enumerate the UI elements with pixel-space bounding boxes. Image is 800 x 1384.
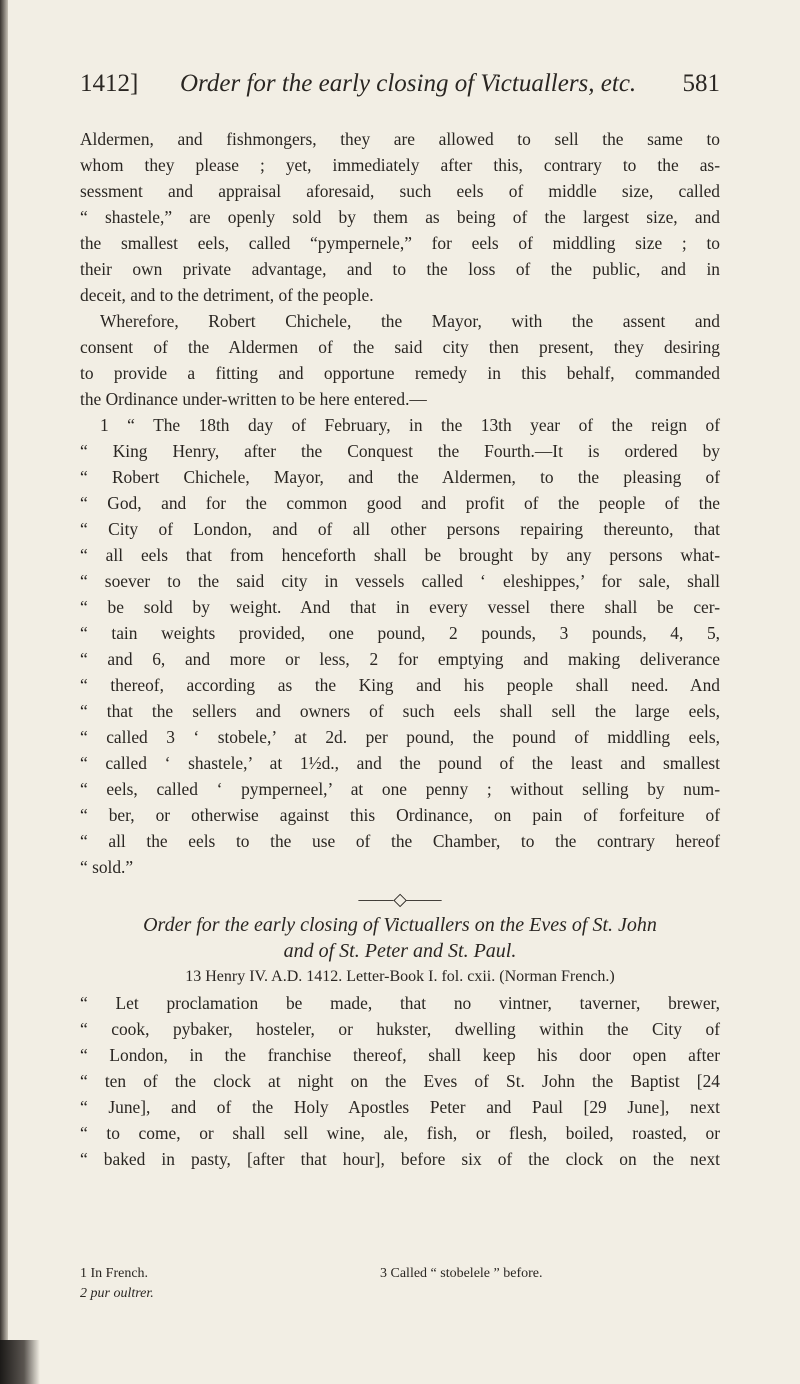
text-line: “ all eels that from henceforth shall be brought by any persons what-	[80, 545, 720, 565]
text-line: “ soever to the said city in vessels called ‘ eleshippes,’ for sale, shall	[80, 571, 720, 591]
section-title-line-2: and of St. Peter and St. Paul.	[283, 940, 517, 962]
text-line: “ to come, or shall sell wine, ale, fish, or flesh, boiled, roasted, or	[80, 1123, 720, 1143]
text-line: the Ordinance under-written to be here entered.—	[80, 389, 427, 409]
text-line: “ called ‘ shastele,’ at 1½d., and the pound of the least and smallest	[80, 753, 720, 773]
section-divider: ——◇——	[358, 889, 442, 909]
header-year: 1412]	[80, 70, 139, 97]
section-title-line-1: Order for the early closing of Victuallers on the Eves of St. John	[143, 914, 657, 936]
text-line: “ that the sellers and owners of such eels shall sell the large eels,	[80, 701, 720, 721]
text-line: “ all the eels to the use of the Chamber, to the contrary hereof	[80, 831, 720, 851]
text-line: “ eels, called ‘ pymperneel,’ at one penny ; without selling by num-	[80, 779, 720, 799]
text-line: “ ten of the clock at night on the Eves of St. John the Baptist [24	[80, 1071, 720, 1091]
text-line: Aldermen, and fishmongers, they are allowed to sell the same to	[80, 129, 720, 149]
text-line: “ cook, pybaker, hosteler, or hukster, dwelling within the City of	[80, 1019, 720, 1039]
text-line: “ London, in the franchise thereof, shall keep his door open after	[80, 1045, 720, 1065]
text-line: “ Let proclamation be made, that no vintner, taverner, brewer,	[80, 993, 720, 1013]
footnote-3: 3 Called “ stobelele ” before.	[380, 1266, 543, 1281]
text-line: “ Robert Chichele, Mayor, and the Aldermen, to the pleasing of	[80, 467, 720, 487]
section-source-note: 13 Henry IV. A.D. 1412. Letter-Book I. fol. cxii. (Norman French.)	[185, 968, 615, 985]
text-line: the smallest eels, called “pympernele,” for eels of middling size ; to	[80, 233, 720, 253]
header-title: Order for the early closing of Victuallers, etc.	[180, 70, 637, 97]
running-header	[80, 70, 720, 110]
page-number: 581	[682, 70, 720, 97]
page-binding-edge	[0, 0, 8, 1384]
text-line: consent of the Aldermen of the said city then present, they desiring	[80, 337, 720, 357]
footnote-2: 2 pur oultrer.	[80, 1286, 154, 1301]
text-line: “ be sold by weight. And that in every vessel there shall be cer-	[80, 597, 720, 617]
text-line: sessment and appraisal aforesaid, such eels of middle size, called	[80, 181, 720, 201]
text-line: “ sold.”	[80, 857, 134, 877]
text-line: “ tain weights provided, one pound, 2 pounds, 3 pounds, 4, 5,	[80, 623, 720, 643]
page-binding-shadow	[0, 1340, 40, 1384]
text-line: “ City of London, and of all other persons repairing thereunto, that	[80, 519, 720, 539]
text-line: deceit, and to the detriment, of the people.	[80, 285, 374, 305]
text-line: Wherefore, Robert Chichele, the Mayor, with the assent and	[100, 311, 720, 331]
text-line: “ and 6, and more or less, 2 for emptying and making deliverance	[80, 649, 720, 669]
text-line: “ June], and of the Holy Apostles Peter and Paul [29 June], next	[80, 1097, 720, 1117]
text-line: “ King Henry, after the Conquest the Fourth.—It is ordered by	[80, 441, 720, 461]
text-line: “ called 3 ‘ stobele,’ at 2d. per pound, the pound of middling eels,	[80, 727, 720, 747]
text-line: to provide a fitting and opportune remedy in this behalf, commanded	[80, 363, 720, 383]
text-line: 1 “ The 18th day of February, in the 13th year of the reign of	[100, 415, 720, 435]
text-line: whom they please ; yet, immediately after this, contrary to the as-	[80, 155, 720, 175]
text-line: “ thereof, according as the King and his people shall need. And	[80, 675, 720, 695]
footnote-1: 1 In French.	[80, 1266, 149, 1281]
text-line: “ ber, or otherwise against this Ordinance, on pain of forfeiture of	[80, 805, 720, 825]
text-line: “ baked in pasty, [after that hour], before six of the clock on the next	[80, 1149, 720, 1169]
page-body	[80, 126, 720, 1172]
text-line: “ God, and for the common good and profit of the people of the	[80, 493, 720, 513]
text-line: “ shastele,” are openly sold by them as being of the largest size, and	[80, 207, 720, 227]
text-line: their own private advantage, and to the loss of the public, and in	[80, 259, 720, 279]
